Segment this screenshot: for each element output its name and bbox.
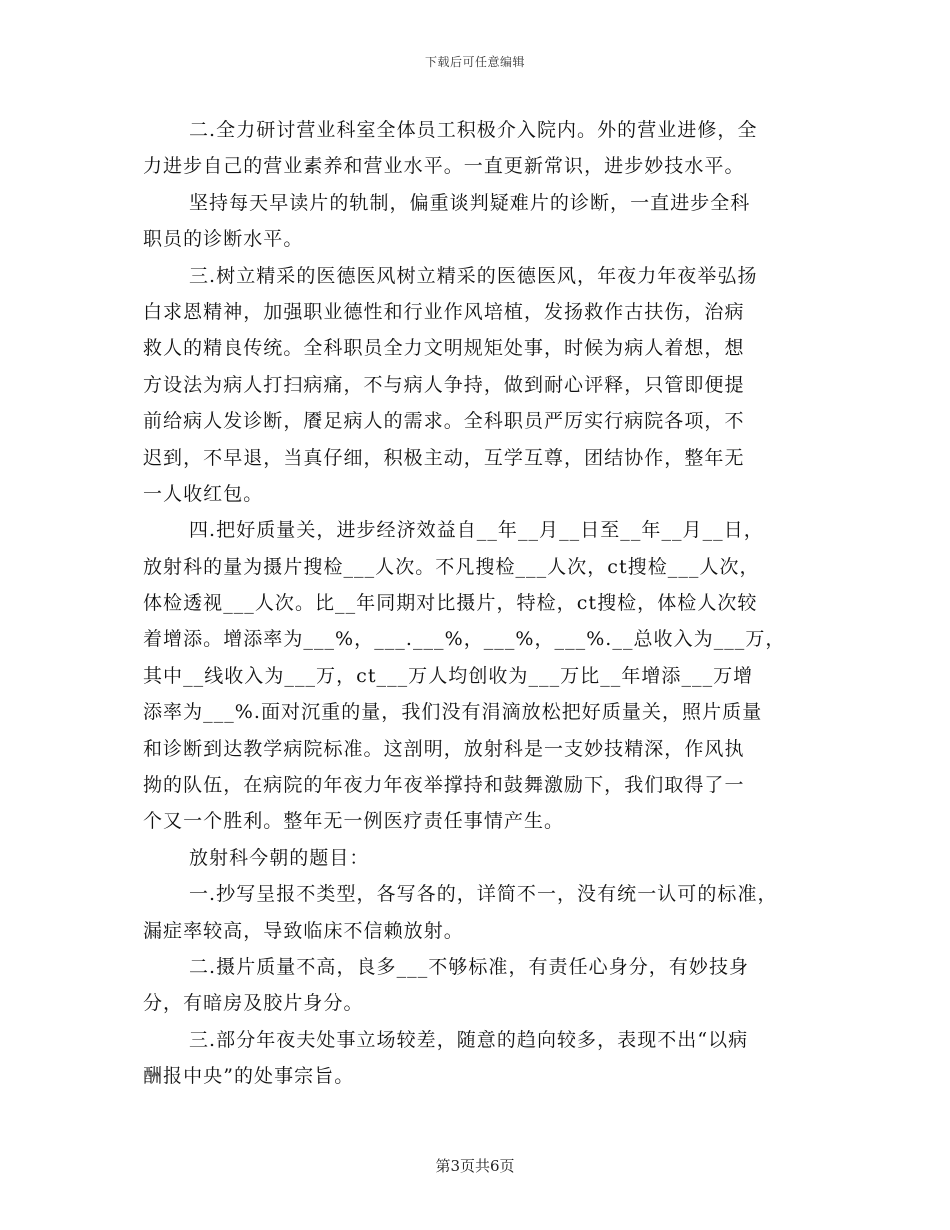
- text-line: 救人的精良传统。全科职员全力文明规矩处事，时候为病人着想，想: [143, 337, 745, 360]
- text-line: 一人收红包。: [143, 482, 264, 505]
- document-body: [143, 112, 810, 1095]
- text-line: 个又一个胜利。整年无一例医疗责任事情产生。: [143, 810, 565, 833]
- text-line: 放射科今朝的题目：: [189, 846, 370, 869]
- text-line: 二.摄片质量不高，良多___不够标准，有责任心身分，有妙技身: [189, 955, 750, 978]
- text-line: 二.全力研讨营业科室全体员工积极介入院内。外的营业进修，全: [189, 119, 758, 141]
- text-line: 力进步自己的营业素养和营业水平。一直更新常识，进步妙技水平。: [143, 155, 745, 178]
- text-line: 三.树立精采的医德医风树立精采的医德医风，年夜力年夜举弘扬: [189, 264, 758, 287]
- text-line: 拗的队伍，在病院的年夜力年夜举撑持和鼓舞激励下，我们取得了一: [143, 774, 745, 797]
- text-line: 分，有暗房及胶片身分。: [143, 992, 364, 1015]
- text-line: 其中__线收入为___万，ct___万人均创收为___万比__年增添___万增: [143, 664, 754, 687]
- text-line: 白求恩精神，加强职业德性和行业作风培植，发扬救作古扶伤，治病: [143, 300, 745, 323]
- text-line: 漏症率较高，导致临床不信赖放射。: [143, 919, 464, 942]
- page-footer: 第3页共6页: [435, 1157, 515, 1175]
- text-line: 前给病人发诊断，餍足病人的需求。全科职员严厉实行病院各项，不: [143, 410, 745, 433]
- text-line: 酬报中央”的处事宗旨。: [143, 1065, 355, 1088]
- page-header: 下载后可任意编辑: [424, 55, 525, 69]
- text-line: 迟到，不早退，当真仔细，积极主动，互学互尊，团结协作，整年无: [143, 446, 745, 469]
- text-line: 方设法为病人打扫病痛，不与病人争持，做到耐心评释，只管即便提: [143, 373, 745, 396]
- text-line: 坚持每天早读片的轨制，偏重谈判疑难片的诊断，一直进步全科: [189, 191, 751, 214]
- text-line: 职员的诊断水平。: [143, 228, 304, 251]
- text-line: 着增添。增添率为___%，___.___%，___%，___%.__总收入为___万，: [143, 628, 786, 651]
- text-line: 和诊断到达教学病院标准。这剖明，放射科是一支妙技精深，作风执: [143, 737, 745, 760]
- text-line: 一.抄写呈报不类型，各写各的，详简不一，没有统一认可的标准，: [189, 883, 778, 906]
- text-line: 四.把好质量关，进步经济效益自__年__月__日至__年__月__日，: [189, 519, 764, 542]
- text-line: 体检透视___人次。比__年同期对比摄片，特检，ct搜检，体检人次较: [143, 592, 758, 615]
- text-line: 添率为___%.面对沉重的量，我们没有涓滴放松把好质量关，照片质量: [143, 701, 763, 724]
- text-line: 三.部分年夜夫处事立场较差，随意的趋向较多，表现不出“以病: [189, 1028, 749, 1051]
- text-line: 放射科的量为摄片搜检___人次。不凡搜检___人次，ct搜检___人次，: [143, 555, 760, 578]
